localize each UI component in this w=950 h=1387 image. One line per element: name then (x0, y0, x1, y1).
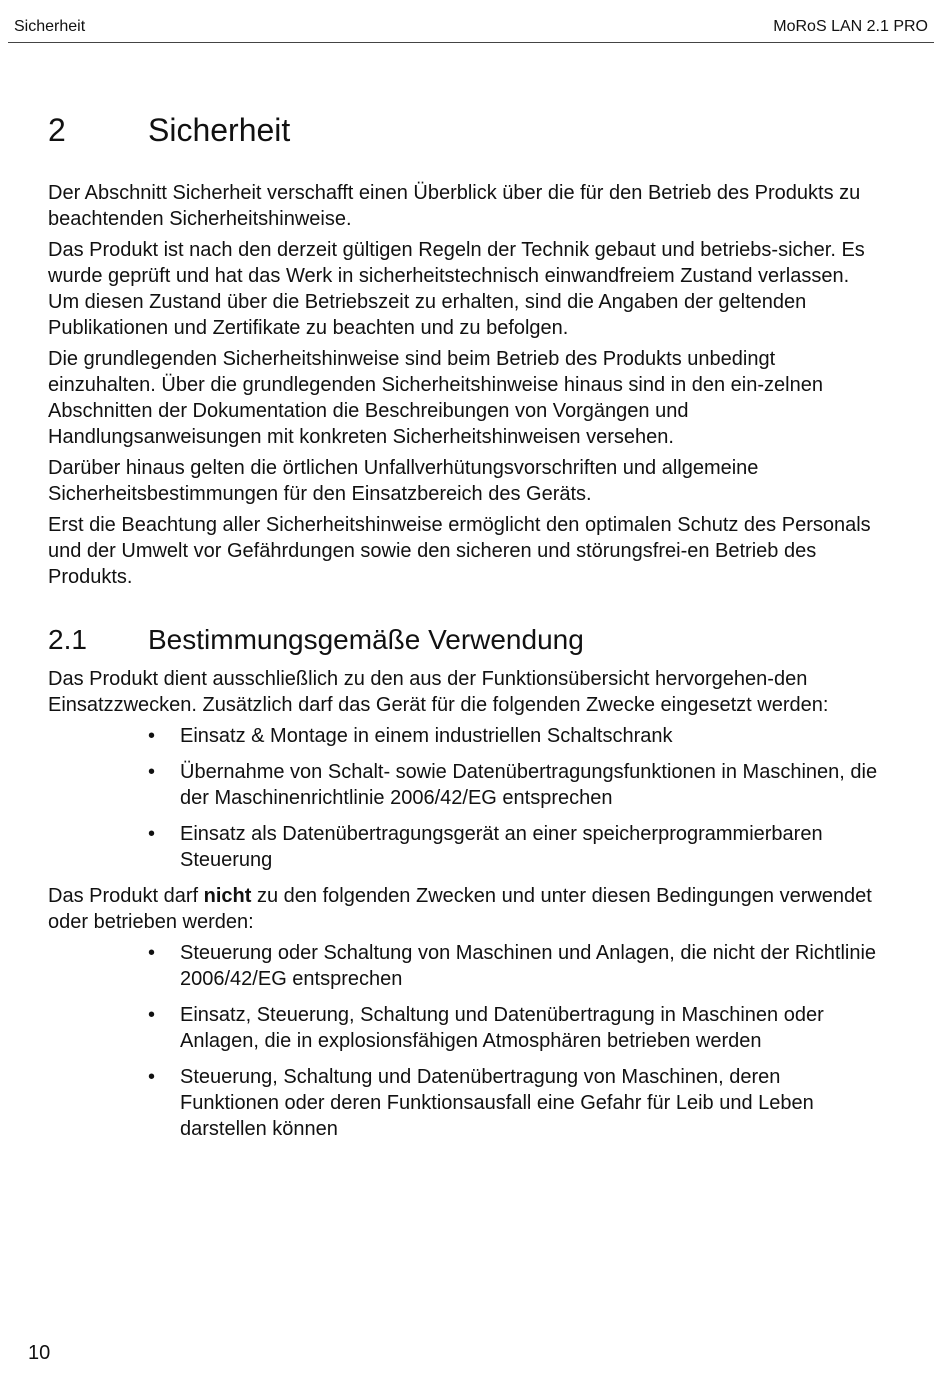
list-item: • Übernahme von Schalt- sowie Datenübertragungsfunktionen in Maschinen, die der Maschinenrichtlinie 2006/42/EG entsprechen (180, 759, 878, 811)
chapter-heading (48, 108, 878, 152)
not-allowed-emphasis: nicht (203, 885, 252, 907)
list-item: • Einsatz, Steuerung, Schaltung und Datenübertragung in Maschinen oder Anlagen, die in explosionsfähigen Atmosphären betrieben werden (180, 1002, 878, 1054)
page-content (48, 108, 878, 1152)
allowed-uses-list (48, 723, 878, 873)
list-item: • Einsatz als Datenübertragungsgerät an einer speicherprogrammierbaren Steuerung (180, 821, 878, 873)
chapter-number: 2 (48, 112, 66, 148)
list-item: • Steuerung oder Schaltung von Maschinen und Anlagen, die nicht der Richtlinie 2006/42/EG entsprechen (180, 940, 878, 992)
page-number: 10 (28, 1342, 51, 1364)
section-intro: Das Produkt dient ausschließlich zu den aus der Funktionsübersicht hervorgehen-den Einsatzzwecken. Zusätzlich darf das Gerät für die folgenden Zwecke eingesetzt werden: (48, 668, 829, 716)
paragraph: Darüber hinaus gelten die örtlichen Unfallverhütungsvorschriften und allgemeine Sicherheitsbestimmungen für den Einsatzbereich des Geräts. (48, 457, 759, 505)
chapter-title: Sicherheit (148, 112, 291, 148)
paragraph: Erst die Beachtung aller Sicherheitshinweise ermöglicht den optimalen Schutz des Personals und der Umwelt vor Gefährdungen sowie den sicheren und störungsfrei-en Betrieb des Produkts. (48, 514, 871, 588)
header-section-title: Sicherheit (14, 18, 86, 35)
paragraph: Das Produkt ist nach den derzeit gültigen Regeln der Technik gebaut und betriebs-sicher. Es wurde geprüft und hat das Werk in sicherheitstechnisch einwandfreiem Zustand verlassen. Um diesen Zustand über die Betriebszeit zu erhalten, sind die Angaben der geltenden Publikationen und Zertifikate zu beachten und zu befolgen. (48, 239, 865, 339)
page-header (8, 14, 934, 43)
not-allowed-intro (48, 883, 878, 935)
section-number: 2.1 (48, 624, 87, 655)
section-heading (48, 620, 878, 660)
section-title: Bestimmungsgemäße Verwendung (148, 624, 584, 655)
paragraph: Die grundlegenden Sicherheitshinweise sind beim Betrieb des Produkts unbedingt einzuhalten. Über die grundlegenden Sicherheitshinweise hinaus sind in den ein-zelnen Abschnitten der Dokumentation die Beschreibungen von Vorgängen und Handlungsanweisungen mit konkreten Sicherheitshinweisen versehen. (48, 348, 823, 448)
list-item: • Steuerung, Schaltung und Datenübertragung von Maschinen, deren Funktionen oder deren Funktionsausfall eine Gefahr für Leib und Leben darstellen können (180, 1064, 878, 1142)
list-item: • Einsatz & Montage in einem industriellen Schaltschrank (180, 723, 878, 749)
not-allowed-uses-list (48, 940, 878, 1142)
paragraph: Der Abschnitt Sicherheit verschafft einen Überblick über die für den Betrieb des Produkts zu beachtenden Sicherheitshinweise. (48, 182, 861, 230)
header-product-name: MoRoS LAN 2.1 PRO (773, 18, 928, 35)
not-allowed-prefix: Das Produkt darf (48, 885, 204, 907)
not-allowed-suffix: zu den folgenden Zwecken und unter diesen Bedingungen verwendet oder betrieben werden: (48, 885, 872, 933)
